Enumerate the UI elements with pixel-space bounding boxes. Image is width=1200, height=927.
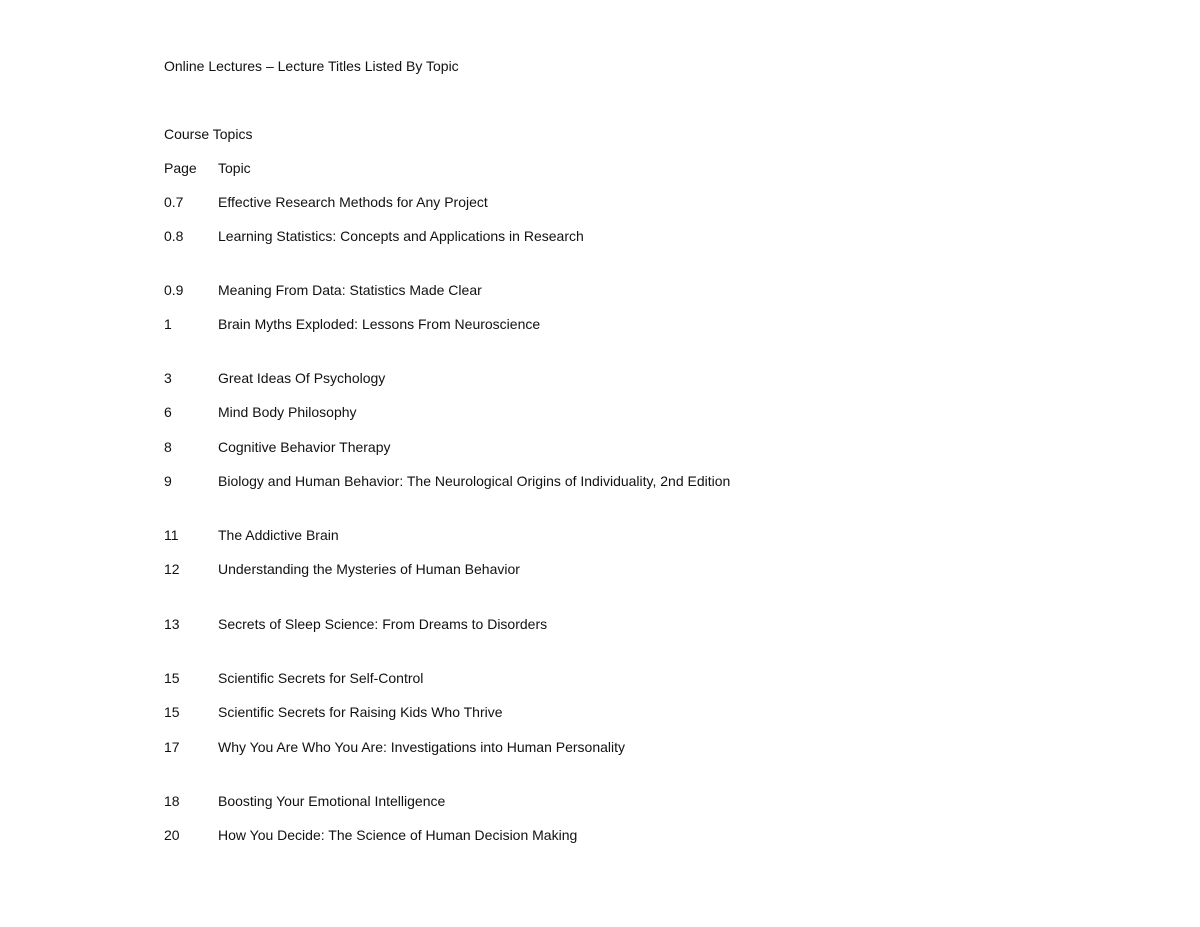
- row-page-number: 9: [164, 473, 172, 489]
- document-title: Online Lectures – Lecture Titles Listed By Topic: [164, 58, 459, 74]
- row-page-number: 15: [164, 704, 180, 720]
- column-header-page: Page: [164, 160, 197, 176]
- row-page-number: 0.8: [164, 228, 184, 244]
- row-page-number: 18: [164, 793, 180, 809]
- row-topic-title: The Addictive Brain: [218, 527, 339, 543]
- row-page-number: 11: [164, 527, 179, 543]
- row-page-number: 0.9: [164, 282, 184, 298]
- row-topic-title: Biology and Human Behavior: The Neurological Origins of Individuality, 2nd Edition: [218, 473, 731, 489]
- row-topic-title: Why You Are Who You Are: Investigations into Human Personality: [218, 739, 626, 755]
- row-topic-title: Great Ideas Of Psychology: [218, 370, 386, 386]
- row-topic-title: Meaning From Data: Statistics Made Clear: [218, 282, 482, 298]
- row-page-number: 13: [164, 616, 180, 632]
- row-page-number: 3: [164, 370, 172, 386]
- row-topic-title: Mind Body Philosophy: [218, 404, 357, 420]
- row-topic-title: Secrets of Sleep Science: From Dreams to Disorders: [218, 616, 548, 632]
- row-topic-title: Boosting Your Emotional Intelligence: [218, 793, 446, 809]
- column-header-topic: Topic: [218, 160, 251, 176]
- row-page-number: 6: [164, 404, 172, 420]
- row-page-number: 12: [164, 561, 180, 577]
- row-page-number: 17: [164, 739, 180, 755]
- row-page-number: 15: [164, 670, 180, 686]
- row-topic-title: Cognitive Behavior Therapy: [218, 439, 391, 455]
- row-topic-title: Brain Myths Exploded: Lessons From Neuroscience: [218, 316, 541, 332]
- row-topic-title: Scientific Secrets for Self-Control: [218, 670, 424, 686]
- row-topic-title: Understanding the Mysteries of Human Behavior: [218, 561, 520, 577]
- row-topic-title: Effective Research Methods for Any Project: [218, 194, 488, 210]
- row-page-number: 1: [164, 316, 172, 332]
- document-page: [164, 0, 1144, 927]
- row-page-number: 20: [164, 827, 180, 843]
- row-topic-title: Scientific Secrets for Raising Kids Who Thrive: [218, 704, 503, 720]
- row-topic-title: How You Decide: The Science of Human Decision Making: [218, 827, 578, 843]
- section-heading: Course Topics: [164, 126, 253, 142]
- row-topic-title: Learning Statistics: Concepts and Applications in Research: [218, 228, 584, 244]
- row-page-number: 0.7: [164, 194, 184, 210]
- row-page-number: 8: [164, 439, 172, 455]
